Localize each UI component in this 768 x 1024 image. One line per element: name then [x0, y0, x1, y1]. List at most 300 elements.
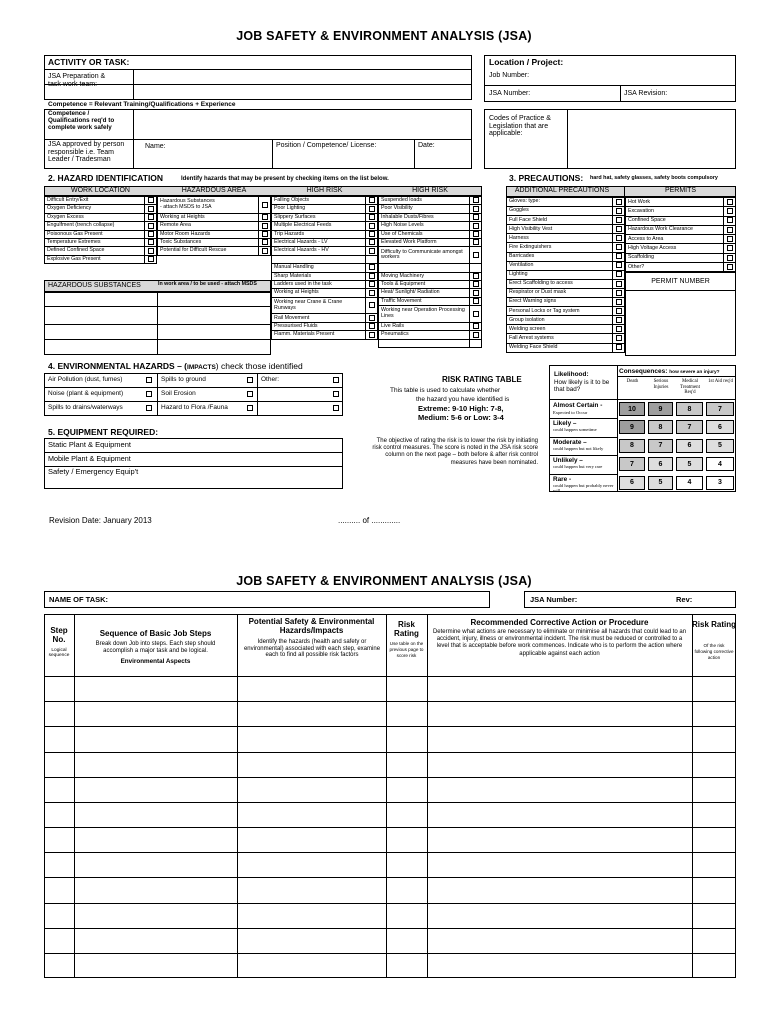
checklist-check-cell — [613, 298, 625, 307]
risk-score-cell: 8 — [648, 420, 673, 434]
checkbox[interactable] — [369, 239, 375, 245]
checklist-label: Hazardous Substances - attach MSDS to JSA — [158, 197, 259, 214]
checklist-check-cell — [145, 213, 157, 221]
checklist-check-cell — [724, 225, 736, 234]
checklist-row — [158, 238, 271, 246]
checklist-label: Falling Objects — [272, 197, 366, 205]
checklist-row — [272, 289, 378, 297]
checklist-label: Working near Operation Processing Lines — [379, 306, 470, 323]
checklist-label: Multiple Electrical Feeds — [272, 222, 366, 230]
checkbox[interactable] — [616, 308, 622, 314]
checklist-row — [507, 216, 625, 225]
checklist-row — [507, 325, 625, 334]
checklist-check-cell — [613, 243, 625, 252]
risk-score-cell: 9 — [619, 420, 645, 434]
checkbox[interactable] — [369, 323, 375, 329]
checklist-check-cell — [366, 197, 378, 205]
checklist-row — [626, 225, 736, 234]
checklist-row — [272, 238, 378, 246]
checklist-check-cell — [613, 225, 625, 234]
checkbox[interactable] — [148, 239, 154, 245]
checkbox[interactable] — [369, 273, 375, 279]
checklist-label: Hazardous Work Clearance — [626, 225, 724, 234]
equip-heading: 5. EQUIPMENT REQUIRED: — [48, 427, 159, 437]
checklist-row — [507, 243, 625, 252]
checklist-label: Flamm. Materials Present — [272, 331, 366, 339]
checkbox[interactable] — [473, 214, 479, 220]
checklist-row — [507, 225, 625, 234]
consequence-column-label: Medical Treatment Req'd — [680, 379, 700, 396]
checklist-label: Other? — [626, 263, 724, 272]
table-row[interactable] — [45, 904, 735, 928]
checkbox[interactable] — [727, 264, 733, 270]
revision-date: Revision Date: January 2013 — [49, 516, 152, 525]
checklist-label: Lighting — [507, 270, 613, 279]
checklist-check-cell — [259, 230, 271, 238]
checklist-label: Elevated Work Platform — [379, 238, 470, 246]
prep-label: JSA Preparation & task work team: — [48, 73, 106, 88]
checkbox[interactable] — [616, 208, 622, 214]
env-item-label: Hazard to Flora /Fauna — [161, 404, 228, 411]
checkbox[interactable] — [473, 252, 479, 258]
checkbox[interactable] — [616, 290, 622, 296]
checklist-label: Inhalable Dusts/Fibres — [379, 213, 470, 221]
checklist-check-cell — [366, 280, 378, 288]
checklist-check-cell — [145, 222, 157, 230]
checkbox[interactable] — [262, 248, 268, 254]
checkbox[interactable] — [369, 332, 375, 338]
checkbox[interactable] — [473, 311, 479, 317]
risk-score-cell: 10 — [619, 402, 645, 416]
checklist-row — [272, 297, 378, 314]
checklist-label: Traffic Movement — [379, 297, 470, 305]
env-heading-tail: ) check those identified — [215, 361, 303, 371]
risk-score-cell: 4 — [706, 457, 734, 471]
checklist-label: Engulfment (trench collapse) — [45, 222, 145, 230]
checklist-label: Sharp Materials — [272, 272, 366, 280]
risk-score-cell: 7 — [648, 439, 673, 453]
likelihood-label: Likelihood: — [554, 371, 589, 378]
checkbox[interactable] — [727, 236, 733, 242]
checklist-check-cell — [470, 280, 482, 288]
checklist-row — [379, 238, 482, 246]
checkbox[interactable] — [473, 273, 479, 279]
checkbox[interactable] — [616, 253, 622, 259]
checklist-check-cell — [470, 272, 482, 280]
checklist-check-cell — [613, 325, 625, 334]
checklist-check-cell — [259, 222, 271, 230]
hazard-heading: 2. HAZARD IDENTIFICATION — [48, 173, 164, 183]
checklist-label: Trip Hazards — [272, 230, 366, 238]
risk-score-cell: 5 — [648, 476, 673, 490]
checklist-check-cell — [470, 238, 482, 246]
checkbox[interactable] — [616, 262, 622, 268]
checklist-row — [507, 252, 625, 261]
checklist-label: Ventilation — [507, 261, 613, 270]
checkbox[interactable] — [473, 281, 479, 287]
checklist-label: High Noise Levels — [379, 222, 470, 230]
likelihood-row-label: Almost Certain - — [553, 402, 603, 409]
checkbox[interactable] — [369, 302, 375, 308]
table-row[interactable] — [45, 954, 735, 978]
risk-score-cell: 6 — [706, 420, 734, 434]
checklist-row — [507, 234, 625, 243]
risk-score-cell: 6 — [648, 457, 673, 471]
env-item-checkbox[interactable] — [146, 377, 152, 383]
competence-field[interactable] — [134, 110, 471, 138]
checklist-label: Poisonous Gas Present — [45, 230, 145, 238]
checkbox[interactable] — [473, 239, 479, 245]
checklist-check-cell — [613, 234, 625, 243]
checklist-row — [379, 264, 482, 272]
checklist-row — [272, 272, 378, 280]
checklist-check-cell — [613, 307, 625, 316]
risk-score-cell: 6 — [676, 439, 703, 453]
precautions-subheading: hard hat, safety glasses, safety boots compulsory — [590, 175, 718, 181]
substances-label: HAZARDOUS SUBSTANCES — [48, 282, 141, 289]
additional-precautions-list — [506, 197, 625, 353]
checkbox[interactable] — [369, 206, 375, 212]
checkbox[interactable] — [616, 281, 622, 287]
table-row[interactable] — [45, 677, 735, 701]
checklist-check-cell — [470, 247, 482, 264]
checkbox[interactable] — [473, 206, 479, 212]
additional-label: ADDITIONAL PRECAUTIONS — [514, 187, 610, 194]
checklist-label: Remote Area — [158, 222, 259, 230]
env-item-label: Soil Erosion — [161, 390, 196, 397]
checkbox[interactable] — [473, 223, 479, 229]
checklist-row — [272, 247, 378, 255]
checklist-label: Working at Heights — [158, 213, 259, 221]
table-row[interactable] — [45, 853, 735, 877]
risk-score-cell: 6 — [619, 476, 645, 490]
checklist-row — [379, 297, 482, 305]
checkbox[interactable] — [473, 290, 479, 296]
risk-score-cell: 7 — [706, 402, 734, 416]
col-hazardous-area: HAZARDOUS AREA — [181, 187, 247, 194]
hazardous-area-list — [157, 196, 271, 256]
checklist-row — [507, 343, 625, 352]
equip-static[interactable]: Static Plant & Equipment — [48, 440, 131, 449]
risk-score-cell: 7 — [676, 420, 703, 434]
checklist-check-cell — [724, 235, 736, 244]
checklist-row — [379, 339, 482, 347]
checkbox[interactable] — [148, 197, 154, 203]
checklist-row — [507, 307, 625, 316]
risk-score-cell: 3 — [706, 476, 734, 490]
date-label[interactable]: Date: — [418, 142, 435, 149]
checklist-check-cell — [145, 197, 157, 205]
checkbox[interactable] — [616, 317, 622, 323]
checklist-check-cell — [470, 222, 482, 230]
checklist-check-cell — [724, 198, 736, 207]
checklist-label — [379, 264, 470, 272]
table-row[interactable] — [45, 702, 735, 726]
matrix-row-divider — [549, 474, 617, 475]
env-item-checkbox[interactable] — [247, 405, 253, 411]
checkbox[interactable] — [369, 214, 375, 220]
jsa-revision-label[interactable]: JSA Revision: — [624, 90, 668, 97]
checkbox[interactable] — [262, 223, 268, 229]
work-location-list — [44, 196, 157, 264]
col-work-location: WORK LOCATION — [71, 187, 130, 194]
checklist-row — [158, 247, 271, 255]
checklist-check-cell — [470, 205, 482, 213]
checklist-label: Goggles — [507, 207, 613, 216]
checklist-label: High Visibility Vest — [507, 225, 613, 234]
high-risk-1-list — [271, 196, 378, 340]
checklist-label: Personal Locks or Tag system — [507, 307, 613, 316]
jsa-number-label[interactable]: JSA Number: — [489, 90, 531, 97]
checkbox[interactable] — [727, 208, 733, 214]
checkbox[interactable] — [616, 226, 622, 232]
equip-safety[interactable]: Safety / Emergency Equip't — [48, 467, 139, 476]
checklist-row — [507, 298, 625, 307]
checklist-check-cell — [470, 297, 482, 305]
checklist-label: Poor Lighting — [272, 205, 366, 213]
checklist-label: Erect Scaffolding to access — [507, 279, 613, 288]
checklist-label: Potential for Difficult Rescue — [158, 247, 259, 255]
checklist-label: Scaffolding — [626, 253, 724, 262]
checkbox[interactable] — [727, 217, 733, 223]
risk-desc-1: This table is used to calculate whether — [390, 387, 501, 394]
checkbox[interactable] — [148, 206, 154, 212]
checkbox[interactable] — [727, 199, 733, 205]
checkbox[interactable] — [616, 244, 622, 250]
env-item-checkbox[interactable] — [146, 405, 152, 411]
checkbox[interactable] — [262, 231, 268, 237]
checklist-check-cell — [470, 339, 482, 347]
checkbox[interactable] — [727, 245, 733, 251]
likelihood-row-description: could happen but very rare — [553, 464, 603, 470]
checklist-check-cell — [724, 244, 736, 253]
checkbox[interactable] — [616, 217, 622, 223]
checkbox[interactable] — [369, 197, 375, 203]
checklist-row — [158, 213, 271, 221]
checklist-check-cell — [145, 230, 157, 238]
checklist-check-cell — [613, 343, 625, 352]
checklist-check-cell — [145, 238, 157, 246]
location-label: Location / Project: — [489, 57, 564, 67]
checklist-label: Gloves: type: — [507, 198, 613, 207]
checklist-row — [626, 235, 736, 244]
likelihood-row-label: Likely – — [553, 420, 577, 428]
checkbox[interactable] — [473, 231, 479, 237]
checklist-label: Slippery Surfaces — [272, 213, 366, 221]
risk-score-cell: 8 — [676, 402, 703, 416]
checklist-check-cell — [470, 322, 482, 330]
col-sequence-sub2: Environmental Aspects — [120, 658, 191, 665]
permits-label: PERMITS — [664, 187, 697, 194]
checklist-label: Welding screen — [507, 325, 613, 334]
checkbox[interactable] — [369, 223, 375, 229]
checklist-check-cell — [724, 216, 736, 225]
env-item-checkbox[interactable] — [333, 391, 339, 397]
risk-desc-2: the hazard you have identified is — [416, 396, 510, 403]
checklist-row — [158, 230, 271, 238]
checklist-label: Rail Movement — [272, 314, 366, 322]
checklist-check-cell — [613, 207, 625, 216]
env-item-label: Noise (plant & equipment) — [48, 390, 124, 397]
env-item-checkbox[interactable] — [247, 377, 253, 383]
checklist-row — [626, 216, 736, 225]
checkbox[interactable] — [369, 264, 375, 270]
checklist-label: Defined Confined Space — [45, 247, 145, 255]
checkbox[interactable] — [473, 323, 479, 329]
table-row[interactable] — [45, 828, 735, 852]
checkbox[interactable] — [262, 202, 268, 208]
checklist-row — [626, 263, 736, 272]
checklist-label: Full Face Shield — [507, 216, 613, 225]
checklist-check-cell — [613, 334, 625, 343]
checklist-label: Electrical Hazards - LV — [272, 238, 366, 246]
checkbox[interactable] — [148, 256, 154, 262]
job-number-label[interactable]: Job Number: — [489, 72, 530, 79]
checklist-check-cell — [366, 331, 378, 339]
env-item-checkbox[interactable] — [333, 405, 339, 411]
checklist-row — [272, 331, 378, 339]
likelihood-row-label: Unlikely – — [553, 457, 583, 465]
checklist-row — [507, 207, 625, 216]
col-high-risk-2: HIGH RISK — [412, 187, 448, 194]
prep-team-field[interactable] — [134, 70, 471, 99]
checkbox[interactable] — [369, 290, 375, 296]
checkbox[interactable] — [616, 235, 622, 241]
checklist-check-cell — [366, 222, 378, 230]
table-row[interactable] — [45, 803, 735, 827]
checklist-check-cell — [366, 255, 378, 263]
table-row[interactable] — [45, 878, 735, 902]
hazard-subheading: Identify hazards that may be present by checking items on the list below. — [181, 176, 389, 182]
name-of-task-label: NAME OF TASK: — [49, 595, 109, 604]
checklist-check-cell — [470, 331, 482, 339]
col-hazards-sub: Identify the hazards (health and safety or environmental) associated with each step, examine each to find all possible risk factors — [243, 639, 381, 659]
checklist-row — [158, 222, 271, 230]
checkbox[interactable] — [148, 231, 154, 237]
checkbox[interactable] — [148, 214, 154, 220]
likelihood-question: How likely is it to be that bad? — [554, 379, 610, 393]
checkbox[interactable] — [262, 214, 268, 220]
col-risk-rating: Risk Rating — [394, 620, 419, 638]
checklist-row — [45, 197, 157, 205]
table-row[interactable] — [45, 727, 735, 751]
checkbox[interactable] — [148, 248, 154, 254]
col-sequence-sub: Break down Job into steps. Each step should accomplish a major task and be logical. — [95, 641, 216, 654]
checklist-label: Working near Crane & Crane Runways — [272, 297, 366, 314]
checklist-label: Respirator or Dust mask — [507, 288, 613, 297]
checklist-label: Suspended loads — [379, 197, 470, 205]
page2-title: JOB SAFETY & ENVIRONMENT ANALYSIS (JSA) — [236, 574, 532, 588]
checkbox[interactable] — [616, 335, 622, 341]
likelihood-row-label: Moderate – — [553, 438, 587, 446]
checklist-label: Explosive Gas Present — [45, 255, 145, 263]
checklist-row — [379, 289, 482, 297]
checklist-label: Motor Room Hazards — [158, 230, 259, 238]
checkbox[interactable] — [616, 326, 622, 332]
checklist-label: Pressurised Fluids — [272, 322, 366, 330]
checklist-check-cell — [366, 272, 378, 280]
col-action-sub: Determine what actions are necessary to eliminate or minimise all hazards that could lead to an accident, injury, illness or environmental incident. The risk must be reduced or controlled to a level that is acceptable before work commences. Indicate who is to perform the action where applicable against each action — [432, 629, 687, 657]
table-row[interactable] — [45, 778, 735, 802]
checkbox[interactable] — [727, 255, 733, 261]
checkbox[interactable] — [727, 227, 733, 233]
checkbox[interactable] — [616, 344, 622, 350]
checkbox[interactable] — [369, 315, 375, 321]
env-item-checkbox[interactable] — [333, 377, 339, 383]
checkbox[interactable] — [616, 271, 622, 277]
checklist-row — [379, 331, 482, 339]
checklist-row — [272, 264, 378, 272]
table-row[interactable] — [45, 753, 735, 777]
activity-label: ACTIVITY OR TASK: — [48, 57, 130, 67]
checklist-row — [272, 197, 378, 205]
checkbox[interactable] — [473, 332, 479, 338]
checklist-check-cell — [470, 264, 482, 272]
checkbox[interactable] — [616, 299, 622, 305]
checklist-check-cell — [366, 314, 378, 322]
table-row[interactable] — [45, 929, 735, 953]
checklist-label: Welding Face Shield — [507, 343, 613, 352]
checkbox[interactable] — [369, 231, 375, 237]
codes-field[interactable] — [568, 110, 735, 168]
checklist-check-cell — [613, 288, 625, 297]
checklist-label: Erect Warning signs — [507, 298, 613, 307]
name-label[interactable]: Name: — [145, 143, 166, 150]
checklist-label: Toxic Substances — [158, 238, 259, 246]
env-item-checkbox[interactable] — [146, 391, 152, 397]
competence-label: Competence / Qualifications req'd to complete work safely — [48, 110, 115, 131]
checkbox[interactable] — [473, 298, 479, 304]
checkbox[interactable] — [262, 239, 268, 245]
col-action: Recommended Corrective Action or Procedure — [470, 618, 649, 627]
checklist-label: High Voltage Access — [626, 244, 724, 253]
checkbox[interactable] — [369, 248, 375, 254]
checklist-row — [379, 322, 482, 330]
env-heading — [48, 362, 303, 371]
checkbox[interactable] — [369, 281, 375, 287]
checklist-label: Temperature Extremes — [45, 238, 145, 246]
env-item-label: Air Pollution (dust, fumes) — [48, 376, 123, 383]
position-label[interactable]: Position / Competence/ License: — [276, 142, 377, 149]
checklist-row — [379, 197, 482, 205]
checklist-label: Harness — [507, 234, 613, 243]
checkbox[interactable] — [616, 199, 622, 205]
checkbox[interactable] — [148, 223, 154, 229]
checklist-row — [507, 288, 625, 297]
page-number: .......... of ............. — [338, 516, 401, 525]
checklist-row — [379, 247, 482, 264]
equip-mobile[interactable]: Mobile Plant & Equipment — [48, 454, 131, 463]
checklist-label: Barricades — [507, 252, 613, 261]
checklist-row — [272, 314, 378, 322]
checkbox[interactable] — [473, 197, 479, 203]
risk-score-cell: 8 — [619, 439, 645, 453]
checklist-check-cell — [366, 238, 378, 246]
risk-title: RISK RATING TABLE — [442, 375, 522, 384]
checklist-row — [45, 255, 157, 263]
checklist-label — [272, 255, 366, 263]
checklist-row — [272, 222, 378, 230]
col-risk-rating-2-sub: Of the risk following corrective action — [694, 643, 734, 660]
name-of-task-box[interactable] — [44, 591, 490, 608]
checklist-check-cell — [366, 297, 378, 314]
env-item-checkbox[interactable] — [247, 391, 253, 397]
checklist-check-cell — [366, 230, 378, 238]
checklist-row — [507, 279, 625, 288]
checklist-check-cell — [613, 261, 625, 270]
checklist-check-cell — [366, 322, 378, 330]
checklist-check-cell — [145, 255, 157, 263]
